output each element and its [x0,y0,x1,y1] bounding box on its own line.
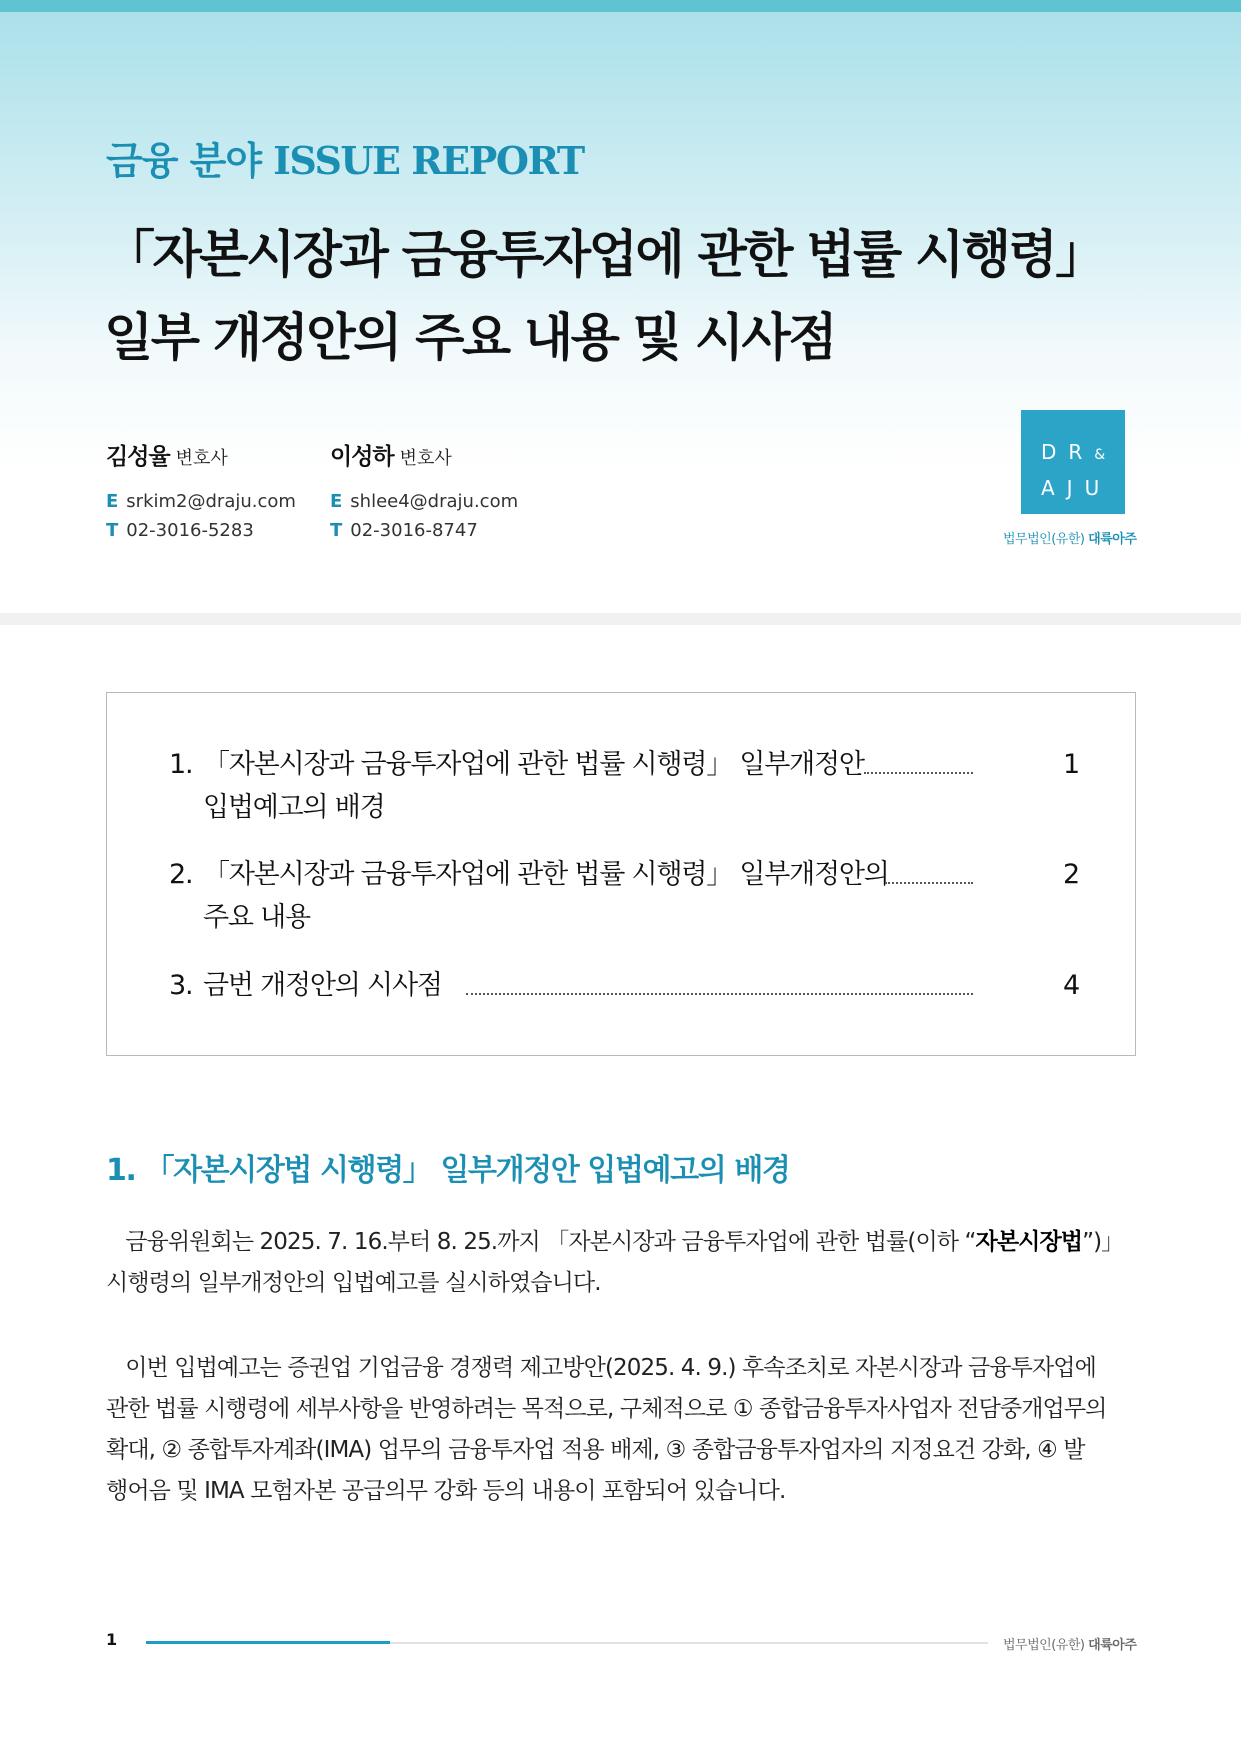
toc-text-line: 금번 개정안의 시사점 [203,970,442,1001]
paragraph-text: 금융위원회는 2025. 7. 16.부터 8. 25.까지 「자본시장과 금융투자업에 관한 법률(이하 “ [106,1229,976,1255]
table-of-contents [106,692,1136,1056]
author-role: 변호사 [399,448,452,469]
paragraph-line: 행어음 및 IMA 모험자본 공급의무 강화 등의 내용이 포함되어 있습니다. [106,1478,786,1504]
toc-page-number: 1 [1063,749,1079,780]
paragraph-line: 확대, ② 종합투자계좌(IMA) 업무의 금융투자업 적용 배제, ③ 종합금융투자업자의 지정요건 강화, ④ 발 [106,1437,1085,1463]
footer-firm-name [1003,1634,1136,1653]
footer-firm-prefix: 법무법인(유한) [1003,1638,1085,1653]
toc-page-number: 2 [1063,859,1079,890]
toc-page-number: 4 [1063,970,1079,1001]
phone-label: T [330,520,343,541]
logo-line-1: DR [1041,440,1095,464]
section-1-paragraph-2 [106,1348,1136,1512]
paragraph-line [106,1222,1136,1263]
author-phone: 02-3016-8747 [350,520,478,541]
toc-leader-dots [864,772,973,774]
logo-caption-name: 대륙아주 [1088,532,1137,547]
phone-label: T [106,520,119,541]
title-line-1: 「자본시장과 금융투자업에 관한 법률 시행령」 [104,226,1104,285]
logo-caption [1003,528,1136,547]
title-line-2: 일부 개정안의 주요 내용 및 시사점 [104,309,836,368]
report-category [106,130,584,185]
header-separator [0,613,1241,625]
toc-text-line: 「자본시장과 금융투자업에 관한 법률 시행령」 일부개정안 [203,749,864,780]
author-card-1 [106,438,296,545]
paragraph-line: 관한 법률 시행령에 세부사항을 반영하려는 목적으로, 구체적으로 ① 종합금융투자사업자 전담중개업무의 [106,1396,1107,1422]
paragraph-line: 이번 입법예고는 증권업 기업금융 경쟁력 제고방안(2025. 4. 9.) 후속조치로 자본시장과 금융투자업에 [106,1355,1096,1381]
email-label: E [106,491,119,512]
section-1-heading: 1. 「자본시장법 시행령」 일부개정안 입법예고의 배경 [106,1153,790,1188]
logo-caption-prefix: 법무법인(유한) [1003,532,1085,547]
toc-text-line: 입법예고의 배경 [203,792,385,823]
footer-page-number: 1 [106,1630,118,1649]
paragraph-text: ”)」 [1082,1229,1124,1255]
logo-ampersand: & [1094,447,1106,463]
toc-text-line: 주요 내용 [203,902,310,933]
author-email[interactable]: shlee4@draju.com [350,491,519,512]
defined-term: 자본시장법 [975,1229,1083,1255]
author-name: 이성하 [330,444,394,470]
category-korean: 금융 분야 [106,139,262,183]
author-phone: 02-3016-5283 [126,520,254,541]
paragraph-line: 시행령의 일부개정안의 입법예고를 실시하였습니다. [106,1270,601,1296]
author-name: 김성율 [106,444,170,470]
page-title [104,214,1164,380]
footer-firm-title: 대륙아주 [1088,1638,1137,1653]
top-accent-bar [0,0,1241,12]
toc-number: 2. [169,859,193,890]
email-label: E [330,491,343,512]
author-role: 변호사 [175,448,228,469]
firm-logo [1021,410,1125,514]
author-card-2 [330,438,518,545]
toc-leader-dots [466,993,973,995]
toc-leader-dots [885,882,973,884]
toc-number: 1. [169,749,193,780]
logo-line-2: AJU [1041,476,1112,500]
category-english: ISSUE REPORT [273,138,584,183]
section-1-paragraph-1 [106,1222,1136,1304]
toc-text-line: 「자본시장과 금융투자업에 관한 법률 시행령」 일부개정안의 [203,859,889,890]
author-email[interactable]: srkim2@draju.com [126,491,296,512]
toc-number: 3. [169,970,193,1001]
footer-rule-accent [146,1641,390,1644]
